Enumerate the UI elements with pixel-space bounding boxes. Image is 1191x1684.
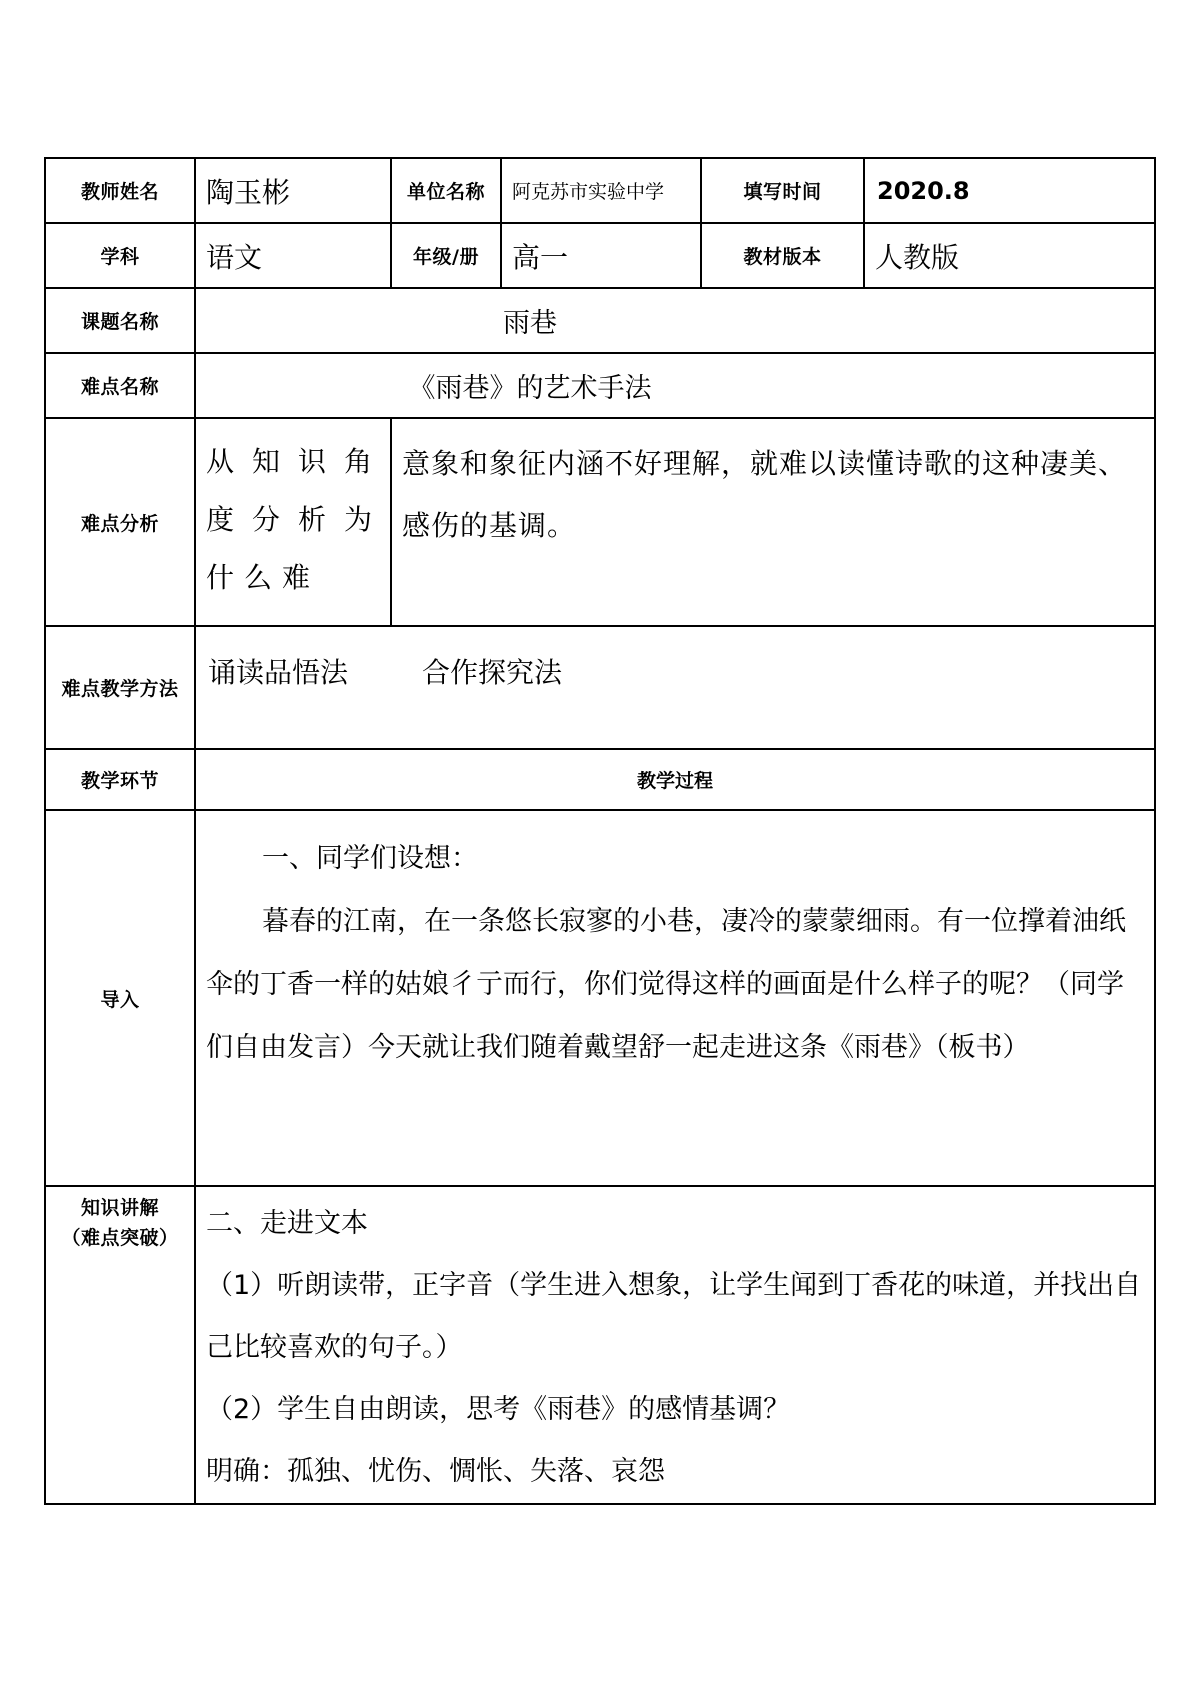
knowledge-label-line1: 知识讲解 — [80, 1197, 159, 1219]
knowledge-label-line2: （难点突破） — [61, 1227, 179, 1249]
method-cooperation: 合作探究法 — [422, 656, 563, 689]
intro-heading: 一、同学们设想： — [262, 843, 478, 874]
teacher-label: 教师姓名 — [45, 158, 195, 223]
grade-label: 年级/册 — [391, 223, 501, 288]
header-row-2 — [45, 223, 1155, 288]
intro-row — [45, 810, 1155, 1186]
lesson-plan-table — [44, 157, 1156, 1505]
difficulty-row — [45, 353, 1155, 418]
edition-label: 教材版本 — [701, 223, 864, 288]
process-header-row — [45, 749, 1155, 810]
topic-value: 雨巷 — [195, 288, 1155, 353]
topic-row — [45, 288, 1155, 353]
knowledge-heading: 二、走进文本 — [206, 1208, 368, 1239]
date-value: 2020.8 — [864, 158, 1155, 223]
knowledge-item-1: （1）听朗读带，正字音（学生进入想象，让学生闻到丁香花的味道，并找出自己比较喜欢的句子。） — [206, 1270, 1142, 1363]
methods-row — [45, 626, 1155, 749]
knowledge-label — [45, 1186, 195, 1504]
subject-value: 语文 — [195, 223, 391, 288]
grade-value: 高一 — [501, 223, 701, 288]
difficulty-value: 《雨巷》的艺术手法 — [195, 353, 1155, 418]
topic-label: 课题名称 — [45, 288, 195, 353]
analysis-row — [45, 418, 1155, 626]
header-row-1 — [45, 158, 1155, 223]
process-header-value: 教学过程 — [195, 749, 1155, 810]
intro-label: 导入 — [45, 810, 195, 1186]
intro-paragraph: 暮春的江南，在一条悠长寂寥的小巷，凄冷的蒙蒙细雨。有一位撑着油纸伞的丁香一样的姑娘彳亍而行，你们觉得这样的画面是什么样子的呢？（同学们自由发言）今天就让我们随着戴望舒一起走进这条《雨巷》（板书） — [206, 906, 1126, 1063]
difficulty-label: 难点名称 — [45, 353, 195, 418]
edition-value: 人教版 — [864, 223, 1155, 288]
teacher-value: 陶玉彬 — [195, 158, 391, 223]
analysis-label: 难点分析 — [45, 418, 195, 626]
intro-content — [195, 810, 1155, 1186]
methods-value — [195, 626, 1155, 749]
analysis-right-text: 意象和象征内涵不好理解，就难以读懂诗歌的这种凄美、感伤的基调。 — [391, 418, 1155, 626]
unit-value: 阿克苏市实验中学 — [501, 158, 701, 223]
knowledge-row — [45, 1186, 1155, 1504]
knowledge-item-2: （2）学生自由朗读，思考《雨巷》的感情基调？ — [206, 1394, 791, 1425]
methods-label: 难点教学方法 — [45, 626, 195, 749]
subject-label: 学科 — [45, 223, 195, 288]
knowledge-answer: 明确：孤独、忧伤、惆怅、失落、哀怨 — [206, 1456, 665, 1487]
process-section-label: 教学环节 — [45, 749, 195, 810]
analysis-left-text: 从知识角度分析为什么难 — [195, 418, 391, 626]
lesson-plan-sheet — [44, 157, 1154, 1505]
method-recitation: 诵读品悟法 — [208, 656, 349, 689]
knowledge-content — [195, 1186, 1155, 1504]
unit-label: 单位名称 — [391, 158, 501, 223]
date-label: 填写时间 — [701, 158, 864, 223]
